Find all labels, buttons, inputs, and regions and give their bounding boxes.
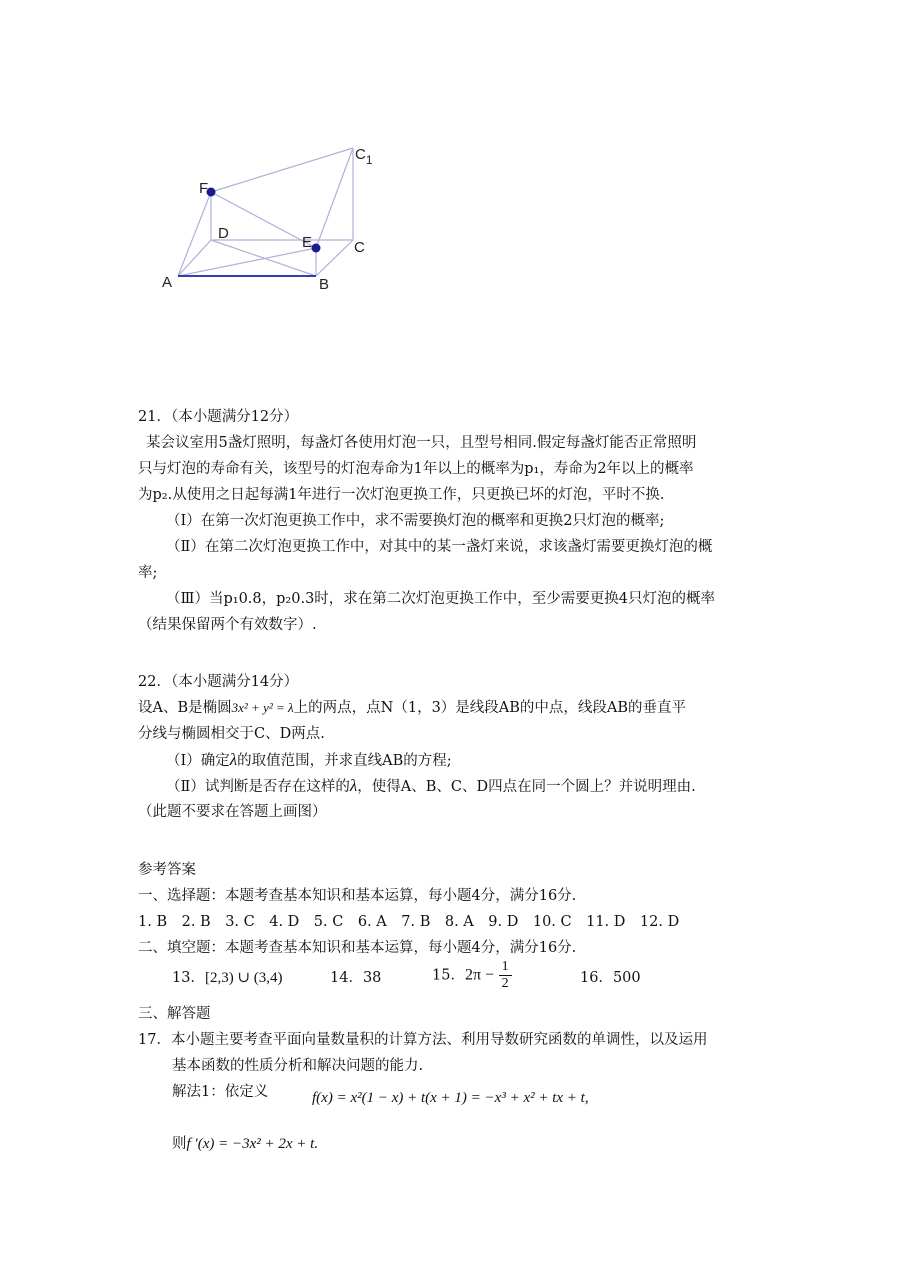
q22-item-2: （Ⅱ）试判断是否存在这样的λ，使得A、B、C、D四点在同一个圆上？并说明理由. <box>166 776 696 795</box>
label-C1: $C_1$ <box>355 146 373 167</box>
section-choice: 一、选择题：本题考查基本知识和基本运算，每小题4分，满分16分. <box>138 888 577 904</box>
q21-item-3a: （Ⅲ）当p₁0.8，p₂0.3时，求在第二次灯泡更换工作中，至少需要更换4只灯泡的概率 <box>166 591 716 607</box>
q22-item-1: （Ⅰ）确定λ的取值范围，并求直线AB的方程; <box>166 750 452 769</box>
edge-D-B <box>211 240 316 276</box>
label-E: E <box>302 234 313 251</box>
q17-text-a: 17．本小题主要考查平面向量数量积的计算方法、利用导数研究函数的单调性，以及运用 <box>138 1032 708 1048</box>
edge-A-F <box>178 192 211 276</box>
edge-C1-E <box>316 148 353 248</box>
q21-item-3b: （结果保留两个有效数字）. <box>138 617 317 633</box>
section-fill: 二、填空题：本题考查基本知识和基本运算，每小题4分，满分16分. <box>138 940 577 956</box>
q17-text-b: 基本函数的性质分析和解决问题的能力. <box>172 1058 424 1074</box>
choice-answers: 1. B 2. B 3. C 4. D 5. C 6. A 7. B 8. A 9. D 10. C 11. D 12. D <box>138 914 680 930</box>
answers-title: 参考答案 <box>138 862 196 878</box>
edge-B-C <box>316 240 353 276</box>
derivative-line: 则f ′(x) = −3x² + 2x + t. <box>172 1136 319 1152</box>
label-B: B <box>319 276 330 293</box>
point-E <box>312 244 321 253</box>
solution-label: 解法1：依定义 <box>172 1084 269 1100</box>
label-F: F <box>199 180 209 197</box>
q21-item-2a: （Ⅱ）在第二次灯泡更换工作中，对其中的某一盏灯来说，求该盏灯需要更换灯泡的概 <box>166 539 713 555</box>
edge-F-C1 <box>211 148 353 192</box>
label-C: C <box>354 239 365 256</box>
geometry-figure <box>150 135 400 300</box>
label-D: D <box>218 225 229 242</box>
q21-text-1: 某会议室用5盏灯照明，每盏灯各使用灯泡一只，且型号相同.假定每盏灯能否正常照明 <box>146 435 697 451</box>
q21-text-2: 只与灯泡的寿命有关，该型号的灯泡寿命为1年以上的概率为p₁，寿命为2年以上的概率 <box>138 461 694 477</box>
q22-note: （此题不要求在答题上画图） <box>138 804 327 820</box>
solution-equation: f(x) = x²(1 − x) + t(x + 1) = −x³ + x² + tx + t, <box>312 1090 589 1106</box>
q21-item-1: （Ⅰ）在第一次灯泡更换工作中，求不需要换灯泡的概率和更换2只灯泡的概率; <box>166 513 665 529</box>
fraction-one-half: $\frac{1}{2}$ <box>499 959 512 992</box>
q21-text-3: 为p₂.从使用之日起每满1年进行一次灯泡更换工作，只更换已坏的灯泡，平时不换. <box>138 487 665 503</box>
section-solutions: 三、解答题 <box>138 1006 211 1022</box>
fill-15: 15．2π − $\frac{1}{2}$ <box>432 959 512 999</box>
fill-14: 14．38 <box>330 970 382 986</box>
fill-13: 13．[2,3) ∪ (3,4) <box>172 970 283 986</box>
label-A: A <box>162 274 173 291</box>
q22-text-1: 设A、B是椭圆3x² + y² = λ上的两点，点N（1，3）是线段AB的中点，线段AB的垂直平 <box>138 700 687 716</box>
fill-16: 16．500 <box>580 970 641 986</box>
q21-header: 21．（本小题满分12分） <box>138 409 299 425</box>
q22-text-2: 分线与椭圆相交于C、D两点. <box>138 726 325 742</box>
q22-header: 22．（本小题满分14分） <box>138 674 299 690</box>
q21-item-2b: 率; <box>138 565 158 581</box>
ellipse-equation: 3x² + y² = λ <box>231 700 294 715</box>
